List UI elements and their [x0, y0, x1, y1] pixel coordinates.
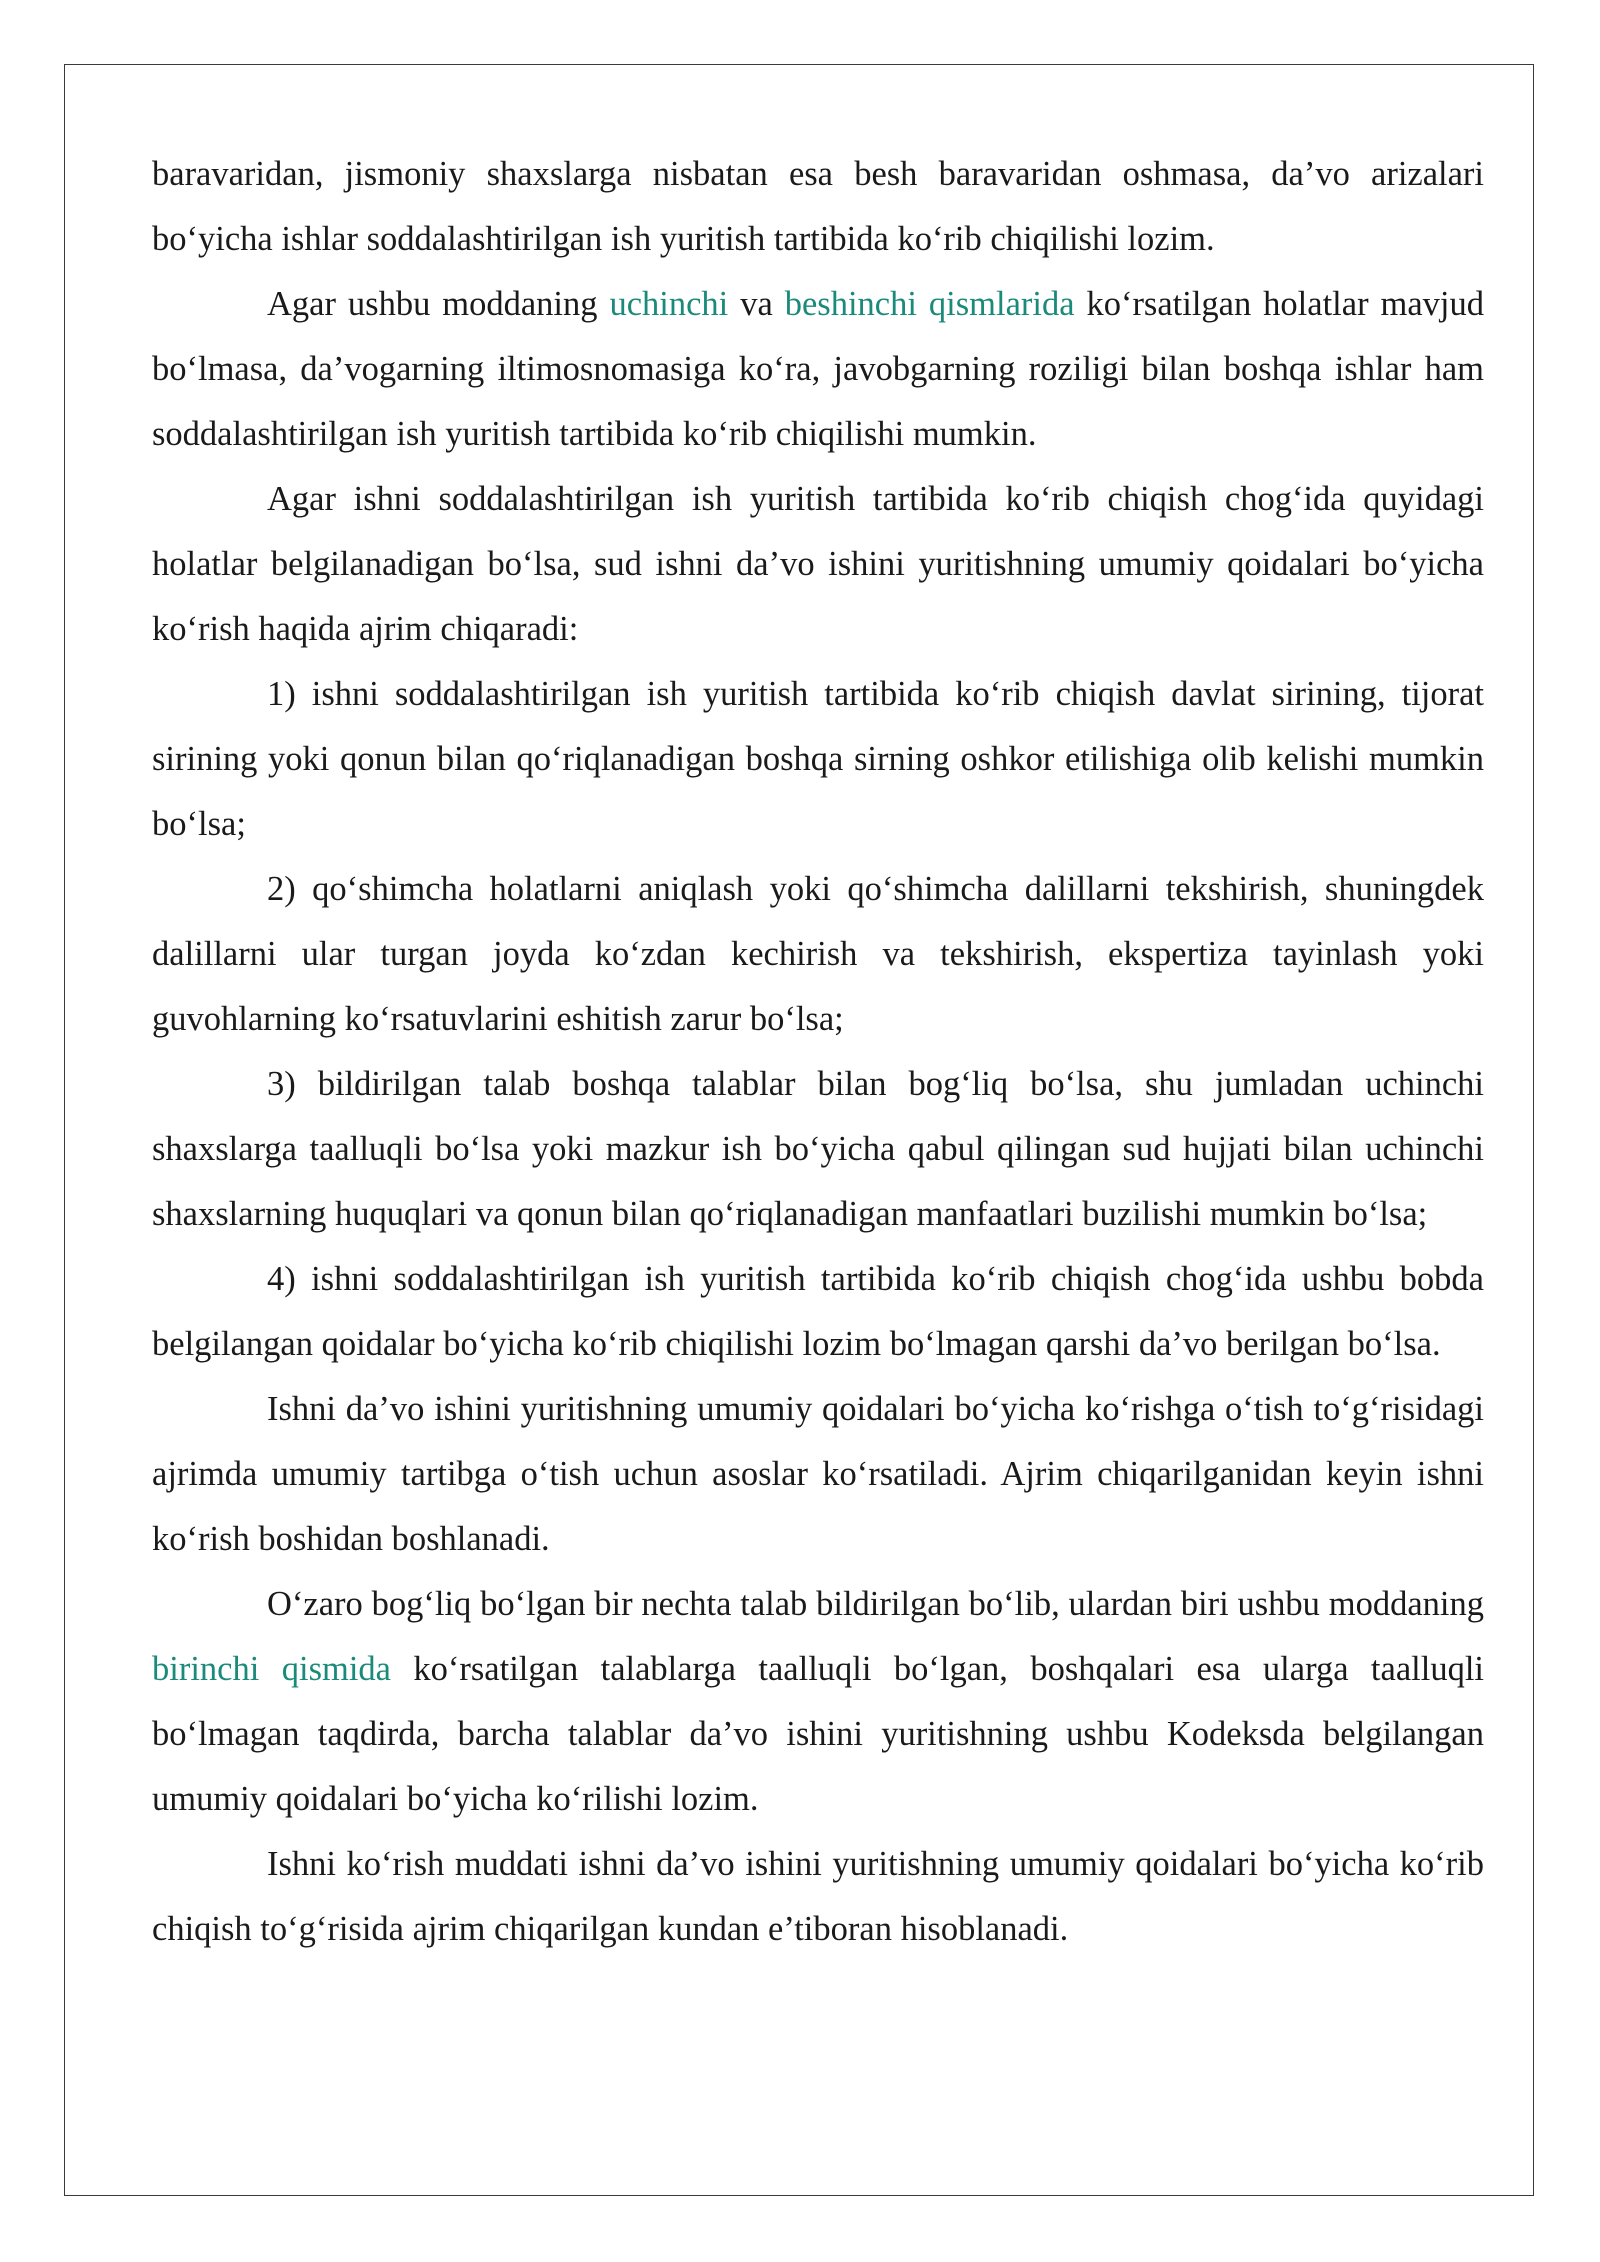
paragraph-text: Ishni ko‘rish muddati ishni da’vo ishini yuritishning umumiy qoidalari bo‘yicha ko‘rib chiqish to‘g‘risida ajrim chiqarilgan kundan e’tiboran hisoblanadi.: [152, 1845, 1484, 1948]
paragraph-text: 2) qo‘shimcha holatlarni aniqlash yoki qo‘shimcha dalillarni tekshirish, shuningdek dalillarni ular turgan joyda ko‘zdan kechirish va tekshirish, ekspertiza tayinlash yoki guvohlarning ko‘rsatuvlarini eshitish zarur bo‘lsa;: [152, 870, 1484, 1038]
paragraph: [152, 1052, 1484, 1247]
paragraph: [152, 662, 1484, 857]
paragraph-text: Ishni da’vo ishini yuritishning umumiy qoidalari bo‘yicha ko‘rishga o‘tish to‘g‘risidagi ajrimda umumiy tartibga o‘tish uchun asoslar ko‘rsatiladi. Ajrim chiqarilganidan keyin ishni ko‘rish boshidan boshlanadi.: [152, 1390, 1484, 1558]
paragraph-text: baravaridan, jismoniy shaxslarga nisbatan esa besh baravaridan oshmasa, da’vo arizalari bo‘yicha ishlar soddalashtirilgan ish yuritish tartibida ko‘rib chiqilishi lozim.: [152, 155, 1484, 258]
paragraph: [152, 1247, 1484, 1377]
paragraph-text: 1) ishni soddalashtirilgan ish yuritish tartibida ko‘rib chiqish davlat sirining, tijorat sirining yoki qonun bilan qo‘riqlanadigan boshqa sirning oshkor etilishiga olib kelishi mumkin bo‘lsa;: [152, 675, 1484, 843]
paragraph: [152, 857, 1484, 1052]
paragraph-text: Agar ishni soddalashtirilgan ish yuritish tartibida ko‘rib chiqish chog‘ida quyidagi holatlar belgilanadigan bo‘lsa, sud ishni da’vo ishini yuritishning umumiy qoidalari bo‘yicha ko‘rish haqida ajrim chiqaradi:: [152, 480, 1484, 648]
paragraph-text: O‘zaro bog‘liq bo‘lgan bir nechta talab bildirilgan bo‘lib, ulardan biri ushbu moddaning: [267, 1585, 1484, 1623]
paragraph-text: 3) bildirilgan talab boshqa talablar bilan bog‘liq bo‘lsa, shu jumladan uchinchi shaxslarga taalluqli bo‘lsa yoki mazkur ish bo‘yicha qabul qilingan sud hujjati bilan uchinchi shaxslarning huquqlari va qonun bilan qo‘riqlanadigan manfaatlari buzilishi mumkin bo‘lsa;: [152, 1065, 1484, 1233]
cross-reference-link[interactable]: birinchi qismida: [152, 1650, 391, 1688]
paragraph-text: ko‘rsatilgan holatlar mavjud bo‘lmasa, da’vogarning iltimosnomasiga ko‘ra, javobgarning roziligi bilan boshqa ishlar ham soddalashtirilgan ish yuritish tartibida ko‘rib chiqilishi mumkin.: [152, 285, 1484, 453]
paragraph-text: va: [728, 285, 785, 323]
paragraph-text: Agar ushbu moddaning: [267, 285, 610, 323]
document-body: [152, 142, 1484, 1962]
cross-reference-link[interactable]: beshinchi qismlarida: [784, 285, 1075, 323]
paragraph-text: 4) ishni soddalashtirilgan ish yuritish tartibida ko‘rib chiqish chog‘ida ushbu bobda belgilangan qoidalar bo‘yicha ko‘rib chiqilishi lozim bo‘lmagan qarshi da’vo berilgan bo‘lsa.: [152, 1260, 1484, 1363]
paragraph-text: ko‘rsatilgan talablarga taalluqli bo‘lgan, boshqalari esa ularga taalluqli bo‘lmagan taqdirda, barcha talablar da’vo ishini yuritishning ushbu Kodeksda belgilangan umumiy qoidalari bo‘yicha ko‘rilishi lozim.: [152, 1650, 1484, 1818]
paragraph: [152, 467, 1484, 662]
paragraph: [152, 142, 1484, 272]
cross-reference-link[interactable]: uchinchi: [609, 285, 729, 323]
paragraph: [152, 272, 1484, 467]
paragraph: [152, 1832, 1484, 1962]
paragraph: [152, 1377, 1484, 1572]
paragraph: [152, 1572, 1484, 1832]
